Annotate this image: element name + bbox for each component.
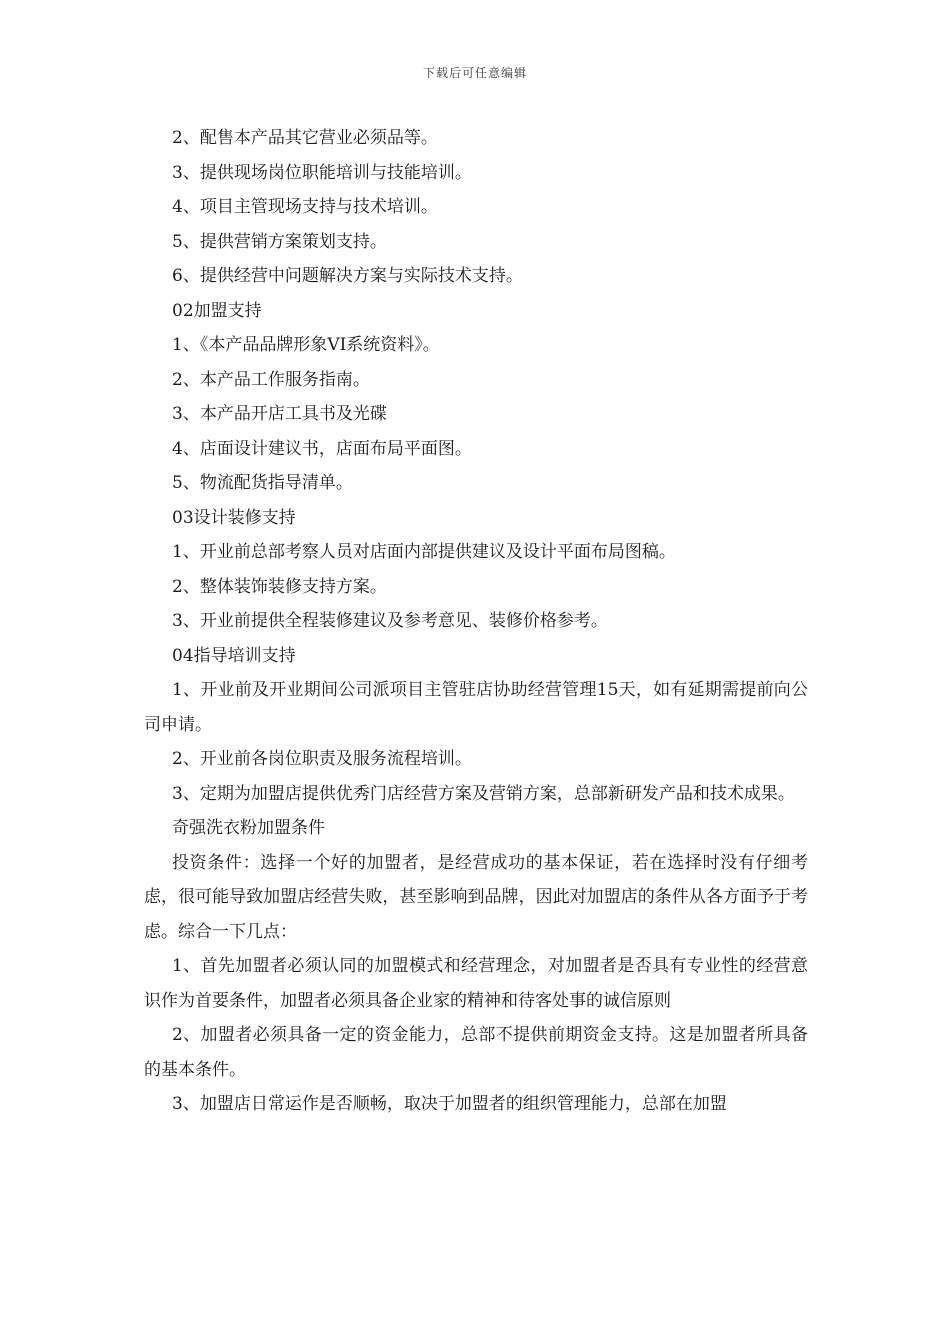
paragraph: 2、本产品工作服务指南。 — [172, 369, 370, 390]
paragraph: 6、提供经营中问题解决方案与实际技术支持。 — [172, 266, 523, 286]
paragraph: 1、开业前及开业期间公司派项目主管驻店协助经营管理15天，如有延期需提前向公司申请。 — [144, 680, 808, 735]
paragraph: 3、提供现场岗位职能培训与技能培训。 — [172, 162, 472, 183]
paragraph: 2、配售本产品其它营业必须品等。 — [172, 128, 438, 148]
paragraph: 2、开业前各岗位职责及服务流程培训。 — [172, 749, 472, 769]
paragraph: 3、开业前提供全程装修建议及参考意见、装修价格参考。 — [172, 611, 608, 631]
paragraph: 5、物流配货指导清单。 — [172, 473, 353, 493]
paragraph: 3、本产品开店工具书及光碟 — [172, 404, 387, 424]
section-heading: 02加盟支持 — [172, 300, 262, 321]
paragraph: 1、开业前总部考察人员对店面内部提供建议及设计平面布局图稿。 — [172, 542, 676, 562]
paragraph: 2、加盟者必须具备一定的资金能力，总部不提供前期资金支持。这是加盟者所具备的基本条件。 — [144, 1025, 808, 1080]
paragraph: 5、提供营销方案策划支持。 — [172, 231, 387, 252]
paragraph: 投资条件：选择一个好的加盟者，是经营成功的基本保证，若在选择时没有仔细考虑，很可能导致加盟店经营失败，甚至影响到品牌，因此对加盟店的条件从各方面予于考虑。综合一下几点： — [144, 852, 808, 942]
section-heading: 03设计装修支持 — [172, 507, 296, 528]
section-heading: 04指导培训支持 — [172, 645, 296, 666]
paragraph: 3、加盟店日常运作是否顺畅，取决于加盟者的组织管理能力，总部在加盟 — [172, 1094, 727, 1114]
paragraph: 4、店面设计建议书，店面布局平面图。 — [172, 438, 472, 459]
paragraph: 3、定期为加盟店提供优秀门店经营方案及营销方案，总部新研发产品和技术成果。 — [172, 783, 795, 804]
section-heading: 奇强洗衣粉加盟条件 — [172, 818, 325, 838]
paragraph: 1、《本产品品牌形象VI系统资料》。 — [172, 335, 440, 355]
document-body — [144, 121, 808, 1122]
paragraph: 4、项目主管现场支持与技术培训。 — [172, 197, 438, 217]
page-header: 下载后可任意编辑 — [422, 66, 527, 80]
paragraph: 2、整体装饰装修支持方案。 — [172, 576, 387, 597]
paragraph: 1、首先加盟者必须认同的加盟模式和经营理念，对加盟者是否具有专业性的经营意识作为首要条件，加盟者必须具备企业家的精神和待客处事的诚信原则 — [144, 956, 808, 1011]
